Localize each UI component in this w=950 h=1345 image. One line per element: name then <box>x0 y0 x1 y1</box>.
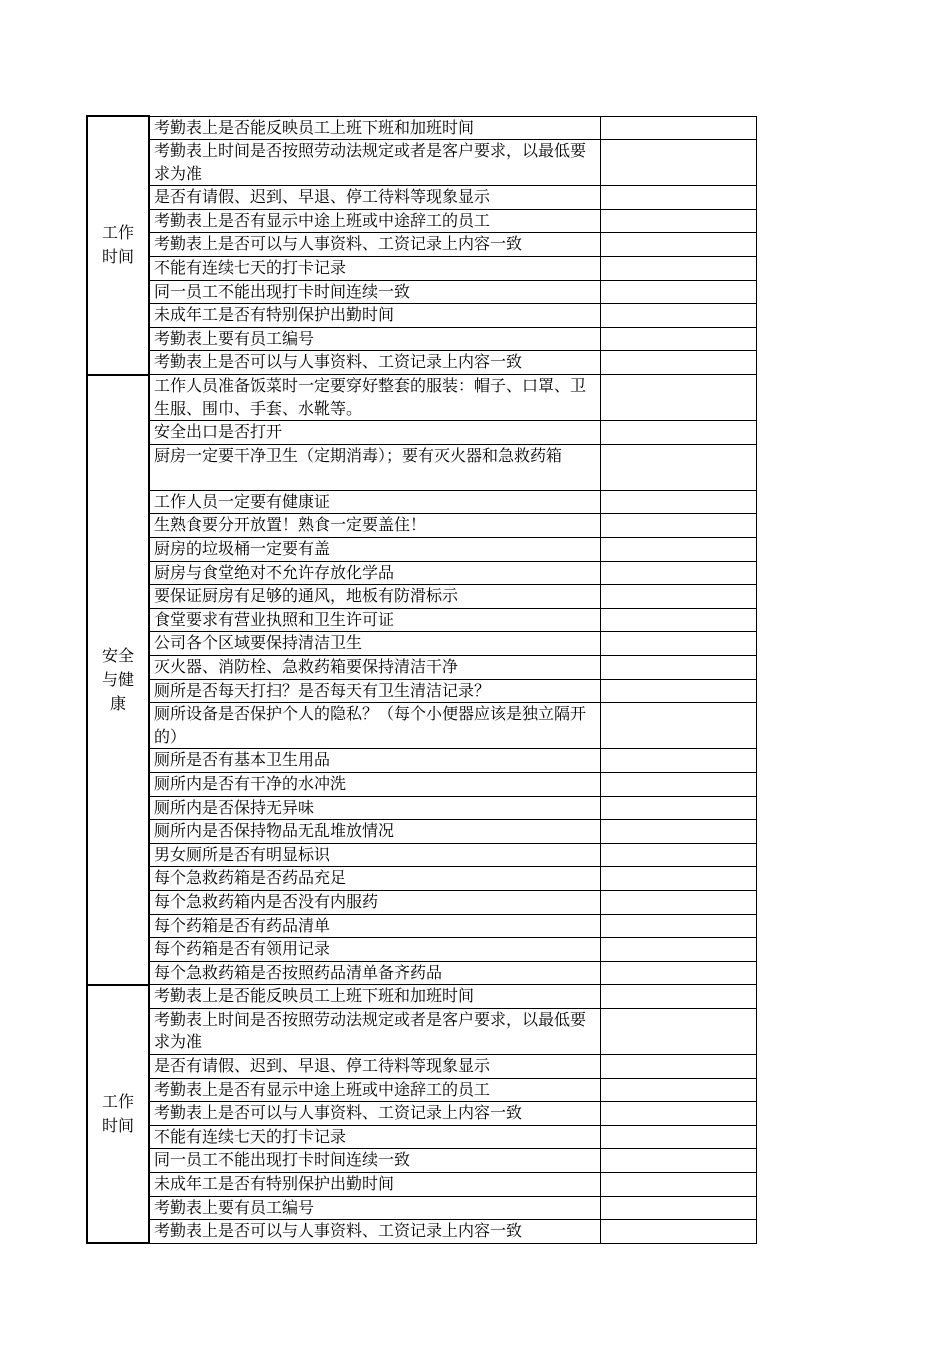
check-item: 生熟食要分开放置！熟食一定要盖住！ <box>149 514 600 538</box>
check-item: 是否有请假、迟到、早退、停工待料等现象显示 <box>149 1055 600 1079</box>
table-row <box>87 1008 756 1054</box>
table-row <box>87 796 756 820</box>
category-cell <box>87 985 149 1244</box>
check-item: 考勤表上是否可以与人事资料、工资记录上内容一致 <box>149 233 600 257</box>
result-cell[interactable] <box>600 186 756 210</box>
category-cell <box>87 375 149 985</box>
result-cell[interactable] <box>600 1008 756 1054</box>
table-row <box>87 304 756 328</box>
check-item: 每个急救药箱是否按照药品清单备齐药品 <box>149 961 600 985</box>
check-item: 考勤表上要有员工编号 <box>149 1196 600 1220</box>
table-row <box>87 914 756 938</box>
result-cell[interactable] <box>600 914 756 938</box>
category-label: 工作时间 <box>101 223 134 267</box>
table-row <box>87 985 756 1009</box>
result-cell[interactable] <box>600 514 756 538</box>
check-item: 每个药箱是否有药品清单 <box>149 914 600 938</box>
table-row <box>87 1078 756 1102</box>
check-item: 每个急救药箱是否药品充足 <box>149 867 600 891</box>
table-row <box>87 140 756 186</box>
table-row <box>87 1173 756 1197</box>
table-row <box>87 444 756 490</box>
result-cell[interactable] <box>600 843 756 867</box>
check-item: 同一员工不能出现打卡时间连续一致 <box>149 1149 600 1173</box>
result-cell[interactable] <box>600 140 756 186</box>
table-row <box>87 938 756 962</box>
result-cell[interactable] <box>600 444 756 490</box>
table-row <box>87 890 756 914</box>
result-cell[interactable] <box>600 867 756 891</box>
result-cell[interactable] <box>600 327 756 351</box>
result-cell[interactable] <box>600 1102 756 1126</box>
result-cell[interactable] <box>600 351 756 375</box>
result-cell[interactable] <box>600 1078 756 1102</box>
result-cell[interactable] <box>600 1220 756 1244</box>
result-cell[interactable] <box>600 679 756 703</box>
check-item: 厨房与食堂绝对不允许存放化学品 <box>149 561 600 585</box>
check-item: 考勤表上是否有显示中途上班或中途辞工的员工 <box>149 209 600 233</box>
check-item: 食堂要求有营业执照和卫生许可证 <box>149 608 600 632</box>
result-cell[interactable] <box>600 421 756 445</box>
check-item: 考勤表上是否可以与人事资料、工资记录上内容一致 <box>149 1220 600 1244</box>
check-item: 考勤表上时间是否按照劳动法规定或者是客户要求，以最低要求为准 <box>149 1008 600 1054</box>
table-row <box>87 1125 756 1149</box>
check-item: 考勤表上是否有显示中途上班或中途辞工的员工 <box>149 1078 600 1102</box>
check-item: 考勤表上时间是否按照劳动法规定或者是客户要求，以最低要求为准 <box>149 140 600 186</box>
result-cell[interactable] <box>600 632 756 656</box>
result-cell[interactable] <box>600 257 756 281</box>
result-cell[interactable] <box>600 375 756 421</box>
check-item: 考勤表上是否可以与人事资料、工资记录上内容一致 <box>149 1102 600 1126</box>
result-cell[interactable] <box>600 1196 756 1220</box>
check-item: 灭火器、消防栓、急救药箱要保持清洁干净 <box>149 655 600 679</box>
check-item: 男女厕所是否有明显标识 <box>149 843 600 867</box>
result-cell[interactable] <box>600 985 756 1009</box>
check-item: 厕所内是否保持物品无乱堆放情况 <box>149 820 600 844</box>
table-row <box>87 843 756 867</box>
check-item: 每个药箱是否有领用记录 <box>149 938 600 962</box>
result-cell[interactable] <box>600 280 756 304</box>
result-cell[interactable] <box>600 703 756 749</box>
check-item: 考勤表上是否能反映员工上班下班和加班时间 <box>149 116 600 140</box>
result-cell[interactable] <box>600 490 756 514</box>
check-item: 公司各个区域要保持清洁卫生 <box>149 632 600 656</box>
table-row <box>87 655 756 679</box>
table-row <box>87 772 756 796</box>
table-row <box>87 1055 756 1079</box>
table-row <box>87 867 756 891</box>
check-item: 厕所设备是否保护个人的隐私？（每个小便器应该是独立隔开的） <box>149 703 600 749</box>
result-cell[interactable] <box>600 608 756 632</box>
result-cell[interactable] <box>600 1149 756 1173</box>
result-cell[interactable] <box>600 961 756 985</box>
table-row <box>87 538 756 562</box>
result-cell[interactable] <box>600 820 756 844</box>
check-item: 不能有连续七天的打卡记录 <box>149 257 600 281</box>
table-row <box>87 561 756 585</box>
check-item: 未成年工是否有特别保护出勤时间 <box>149 1173 600 1197</box>
category-label: 工作时间 <box>101 1092 134 1136</box>
table-row <box>87 1220 756 1244</box>
result-cell[interactable] <box>600 938 756 962</box>
check-item: 不能有连续七天的打卡记录 <box>149 1125 600 1149</box>
check-item: 厕所是否有基本卫生用品 <box>149 749 600 773</box>
table-row <box>87 514 756 538</box>
table-row <box>87 1149 756 1173</box>
check-item: 每个急救药箱内是否没有内服药 <box>149 890 600 914</box>
result-cell[interactable] <box>600 796 756 820</box>
category-label: 安全与健康 <box>101 645 134 713</box>
result-cell[interactable] <box>600 1125 756 1149</box>
result-cell[interactable] <box>600 304 756 328</box>
table-row <box>87 375 756 421</box>
check-item: 要保证厨房有足够的通风，地板有防滑标示 <box>149 585 600 609</box>
result-cell[interactable] <box>600 561 756 585</box>
table-row <box>87 608 756 632</box>
result-cell[interactable] <box>600 116 756 140</box>
result-cell[interactable] <box>600 209 756 233</box>
result-cell[interactable] <box>600 890 756 914</box>
table-row <box>87 632 756 656</box>
table-row <box>87 351 756 375</box>
check-item: 考勤表上要有员工编号 <box>149 327 600 351</box>
result-cell[interactable] <box>600 772 756 796</box>
check-item: 厕所内是否有干净的水冲洗 <box>149 772 600 796</box>
table-row <box>87 421 756 445</box>
table-row <box>87 1196 756 1220</box>
result-cell[interactable] <box>600 749 756 773</box>
result-cell[interactable] <box>600 538 756 562</box>
table-row <box>87 961 756 985</box>
check-item: 同一员工不能出现打卡时间连续一致 <box>149 280 600 304</box>
table-row <box>87 186 756 210</box>
table-row <box>87 280 756 304</box>
table-row <box>87 490 756 514</box>
result-cell[interactable] <box>600 585 756 609</box>
table-row <box>87 1102 756 1126</box>
category-cell <box>87 116 149 375</box>
table-row <box>87 327 756 351</box>
table-row <box>87 209 756 233</box>
check-item: 未成年工是否有特别保护出勤时间 <box>149 304 600 328</box>
table-row <box>87 233 756 257</box>
result-cell[interactable] <box>600 655 756 679</box>
table-row <box>87 703 756 749</box>
check-item: 厨房的垃圾桶一定要有盖 <box>149 538 600 562</box>
check-item: 工作人员准备饭菜时一定要穿好整套的服装：帽子、口罩、卫生服、围巾、手套、水靴等。 <box>149 375 600 421</box>
result-cell[interactable] <box>600 1173 756 1197</box>
check-item: 工作人员一定要有健康证 <box>149 490 600 514</box>
result-cell[interactable] <box>600 233 756 257</box>
table-row <box>87 679 756 703</box>
check-item: 厕所是否每天打扫？是否每天有卫生清洁记录？ <box>149 679 600 703</box>
result-cell[interactable] <box>600 1055 756 1079</box>
table-row <box>87 116 756 140</box>
table-row <box>87 585 756 609</box>
check-item: 厕所内是否保持无异味 <box>149 796 600 820</box>
check-item: 考勤表上是否能反映员工上班下班和加班时间 <box>149 985 600 1009</box>
table-row <box>87 257 756 281</box>
check-item: 厨房一定要干净卫生（定期消毒）；要有灭火器和急救药箱 <box>149 444 600 490</box>
table-row <box>87 749 756 773</box>
check-item: 安全出口是否打开 <box>149 421 600 445</box>
check-item: 考勤表上是否可以与人事资料、工资记录上内容一致 <box>149 351 600 375</box>
check-item: 是否有请假、迟到、早退、停工待料等现象显示 <box>149 186 600 210</box>
checklist-table <box>86 115 757 1244</box>
table-row <box>87 820 756 844</box>
